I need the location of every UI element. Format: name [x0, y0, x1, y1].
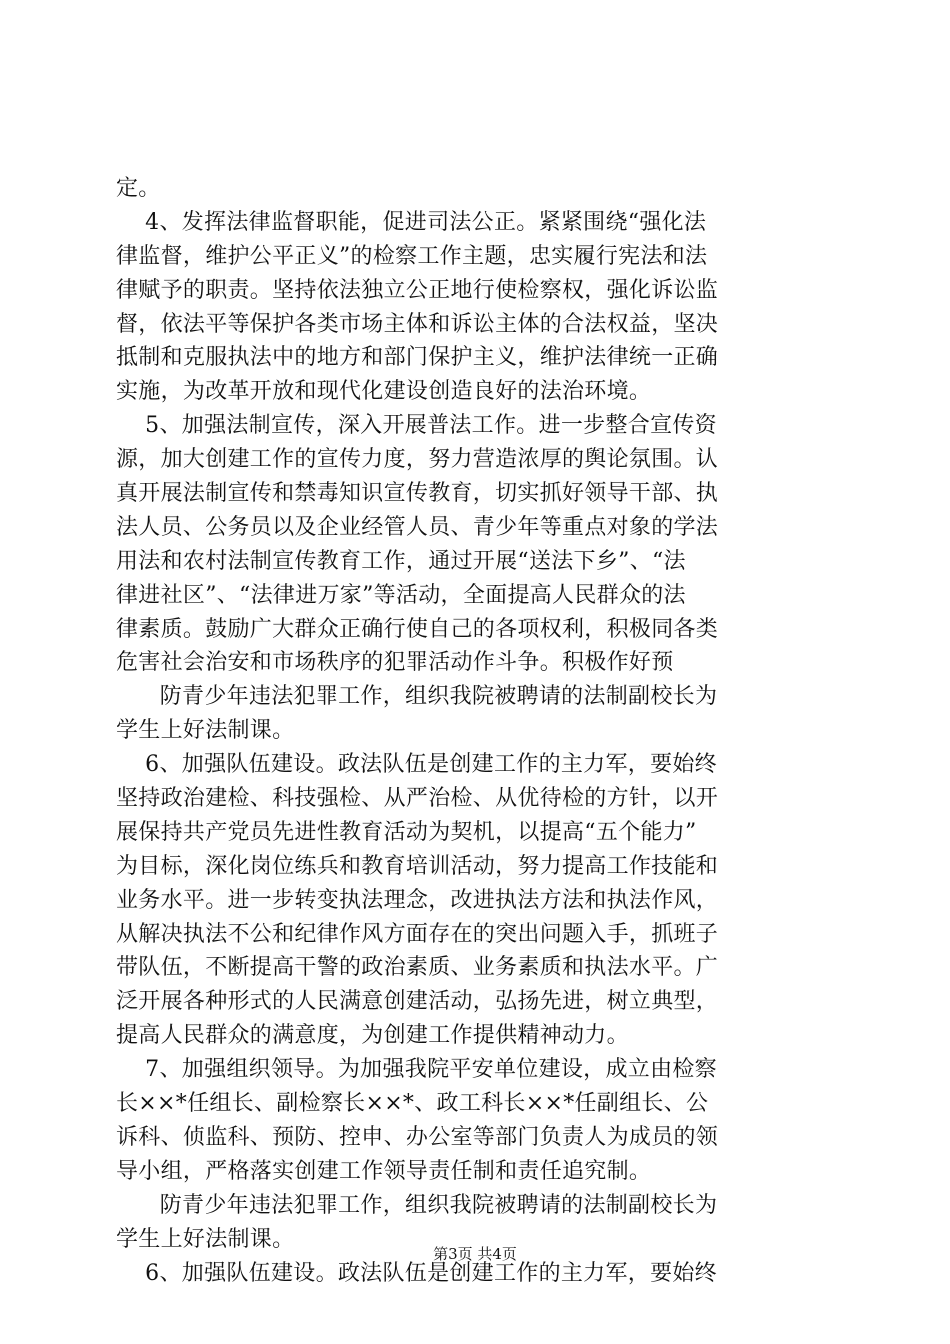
text-line: 7、加强组织领导。为加强我院平安单位建设，成立由检察: [116, 1057, 717, 1083]
text-line: 律赋予的职责。坚持依法独立公正地行使检察权，强化诉讼监: [116, 277, 719, 303]
text-line: 为目标，深化岗位练兵和教育培训活动，努力提高工作技能和: [116, 853, 719, 879]
text-line: 坚持政治建检、科技强检、从严治检、从优待检的方针，以开: [116, 786, 719, 812]
text-line: 学生上好法制课。: [116, 1226, 295, 1252]
text-line: 4、发挥法律监督职能，促进司法公正。紧紧围绕“强化法: [116, 209, 707, 235]
text-line: 用法和农村法制宣传教育工作，通过开展“送法下乡”、“法: [116, 548, 686, 574]
text-line: 导小组，严格落实创建工作领导责任制和责任追究制。: [116, 1158, 652, 1184]
text-line: 业务水平。进一步转变执法理念，改进执法方法和执法作风，: [116, 887, 719, 913]
text-line: 实施，为改革开放和现代化建设创造良好的法治环境。: [116, 379, 652, 405]
text-line: 律素质。鼓励广大群众正确行使自己的各项权利，积极同各类: [116, 616, 719, 642]
text-line: 危害社会治安和市场秩序的犯罪活动作斗争。积极作好预: [116, 650, 674, 676]
text-line: 6、加强队伍建设。政法队伍是创建工作的主力军，要始终: [116, 1260, 717, 1286]
text-line: 学生上好法制课。: [116, 718, 295, 744]
text-line: 从解决执法不公和纪律作风方面存在的突出问题入手，抓班子: [116, 921, 719, 947]
text-line: 泛开展各种形式的人民满意创建活动，弘扬先进，树立典型，: [116, 989, 719, 1015]
text-line: 诉科、侦监科、预防、控申、办公室等部门负责人为成员的领: [116, 1124, 719, 1150]
text-line: 法人员、公务员以及企业经管人员、青少年等重点对象的学法: [116, 514, 719, 540]
text-line: 防青少年违法犯罪工作，组织我院被聘请的法制副校长为: [116, 684, 718, 710]
text-line: 定。: [116, 176, 161, 201]
text-line: 律监督，维护公平正义”的检察工作主题，忠实履行宪法和法: [116, 243, 708, 269]
text-line: 5、加强法制宣传，深入开展普法工作。进一步整合宣传资: [116, 413, 717, 439]
text-line: 源，加大创建工作的宣传力度，努力营造浓厚的舆论氛围。认: [116, 447, 719, 473]
document-body: [116, 172, 836, 1290]
text-line: 督，依法平等保护各类市场主体和诉讼主体的合法权益，坚决: [116, 311, 719, 337]
text-line: 6、加强队伍建设。政法队伍是创建工作的主力军，要始终: [116, 752, 717, 778]
text-line: 抵制和克服执法中的地方和部门保护主义，维护法律统一正确: [116, 345, 719, 371]
text-line: 律进社区”、“法律进万家”等活动，全面提高人民群众的法: [116, 582, 686, 608]
text-line: 防青少年违法犯罪工作，组织我院被聘请的法制副校长为: [116, 1192, 718, 1218]
text-line: 提高人民群众的满意度，为创建工作提供精神动力。: [116, 1023, 629, 1049]
text-line: 长××*任组长、副检察长××*、政工科长××*任副组长、公: [116, 1091, 709, 1117]
page-number-footer: 第3页 共4页: [433, 1245, 517, 1263]
text-line: 带队伍，不断提高干警的政治素质、业务素质和执法水平。广: [116, 955, 719, 981]
text-line: 真开展法制宣传和禁毒知识宣传教育，切实抓好领导干部、执: [116, 481, 719, 507]
text-line: 展保持共产党员先进性教育活动为契机，以提高“五个能力”: [116, 819, 697, 845]
